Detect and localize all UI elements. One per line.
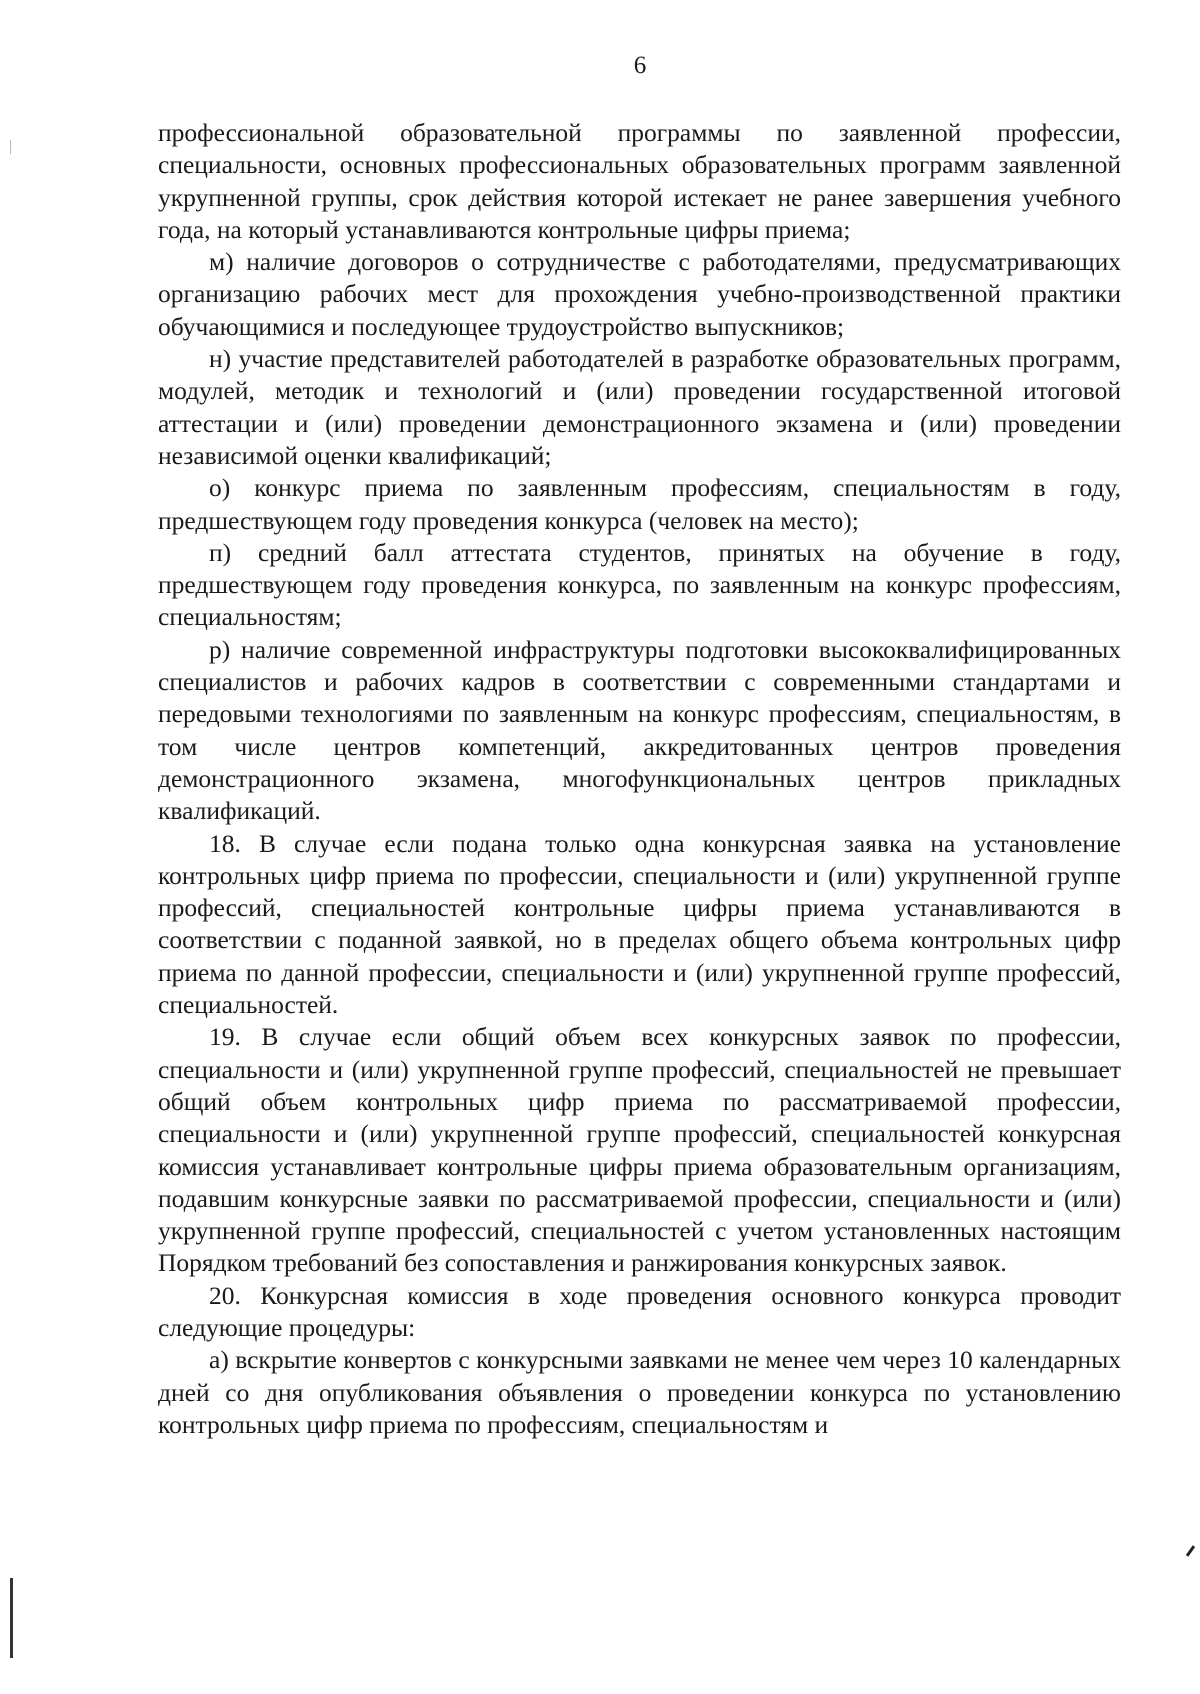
scan-artifact-mark: [1186, 1545, 1195, 1557]
paragraph-item-p: п) средний балл аттестата студентов, принятых на обучение в году, предшествующем году проведения конкурса, по заявленным на конкурс профессиям, специальностям;: [158, 537, 1121, 632]
paragraph-item-n: н) участие представителей работодателей в разработке образовательных программ, модулей, методик и технологий и (или) проведении государственной итоговой аттестации и (или) проведении демонстрационного экзамена и (или) проведении независимой оценки квалификаций;: [158, 344, 1121, 470]
page-number: 6: [633, 52, 647, 79]
paragraph-clause-20: 20. Конкурсная комиссия в ходе проведения основного конкурса проводит следующие процедуры:: [158, 1280, 1121, 1342]
paragraph-clause-18: 18. В случае если подана только одна конкурсная заявка на установление контрольных цифр приема по профессии, специальности и (или) укрупненной группе профессий, специальностей контрольные цифры приема устанавливаются в соответствии с поданной заявкой, но в пределах общего объема контрольных цифр приема по данной профессии, специальности и (или) укрупненной группе профессий, специальностей.: [158, 828, 1121, 1020]
paragraph-item-m: м) наличие договоров о сотрудничестве с работодателями, предусматривающих организацию рабочих мест для прохождения учебно-производственной практики обучающимися и последующее трудоустройство выпускников;: [158, 247, 1121, 341]
document-body: [158, 117, 1121, 1441]
paragraph-item-o: о) конкурс приема по заявленным профессиям, специальностям в году, предшествующем году проведения конкурса (человек на место);: [158, 473, 1121, 535]
paragraph-item-r: р) наличие современной инфраструктуры подготовки высококвалифицированных специалистов и рабочих кадров в соответствии с современными стандартами и передовыми технологиями по заявленным на конкурс профессиям, специальностям, в том числе центров компетенций, аккредитованных центров проведения демонстрационного экзамена, многофункциональных центров прикладных квалификаций.: [158, 634, 1121, 826]
scan-artifact-mark: [10, 1578, 13, 1658]
paragraph-continuation: профессиональной образовательной программы по заявленной профессии, специальности, основных профессиональных образовательных программ заявленной укрупненной группы, срок действия которой истекает не ранее завершения учебного года, на который устанавливаются контрольные цифры приема;: [158, 118, 1121, 244]
paragraph-item-a: а) вскрытие конвертов с конкурсными заявками не менее чем через 10 календарных дней со дня опубликования объявления о проведении конкурса по установлению контрольных цифр приема по профессиям, специальностям и: [158, 1345, 1121, 1439]
scan-artifact-mark: [10, 140, 11, 154]
paragraph-clause-19: 19. В случае если общий объем всех конкурсных заявок по профессии, специальности и (или) укрупненной группе профессий, специальностей не превышает общий объем контрольных цифр приема по рассматриваемой профессии, специальности и (или) укрупненной группе профессий, специальностей конкурсная комиссия устанавливает контрольные цифры приема образовательным организациям, подавшим конкурсные заявки по рассматриваемой профессии, специальности и (или) укрупненной группе профессий, специальностей с учетом установленных настоящим Порядком требований без сопоставления и ранжирования конкурсных заявок.: [158, 1022, 1121, 1278]
